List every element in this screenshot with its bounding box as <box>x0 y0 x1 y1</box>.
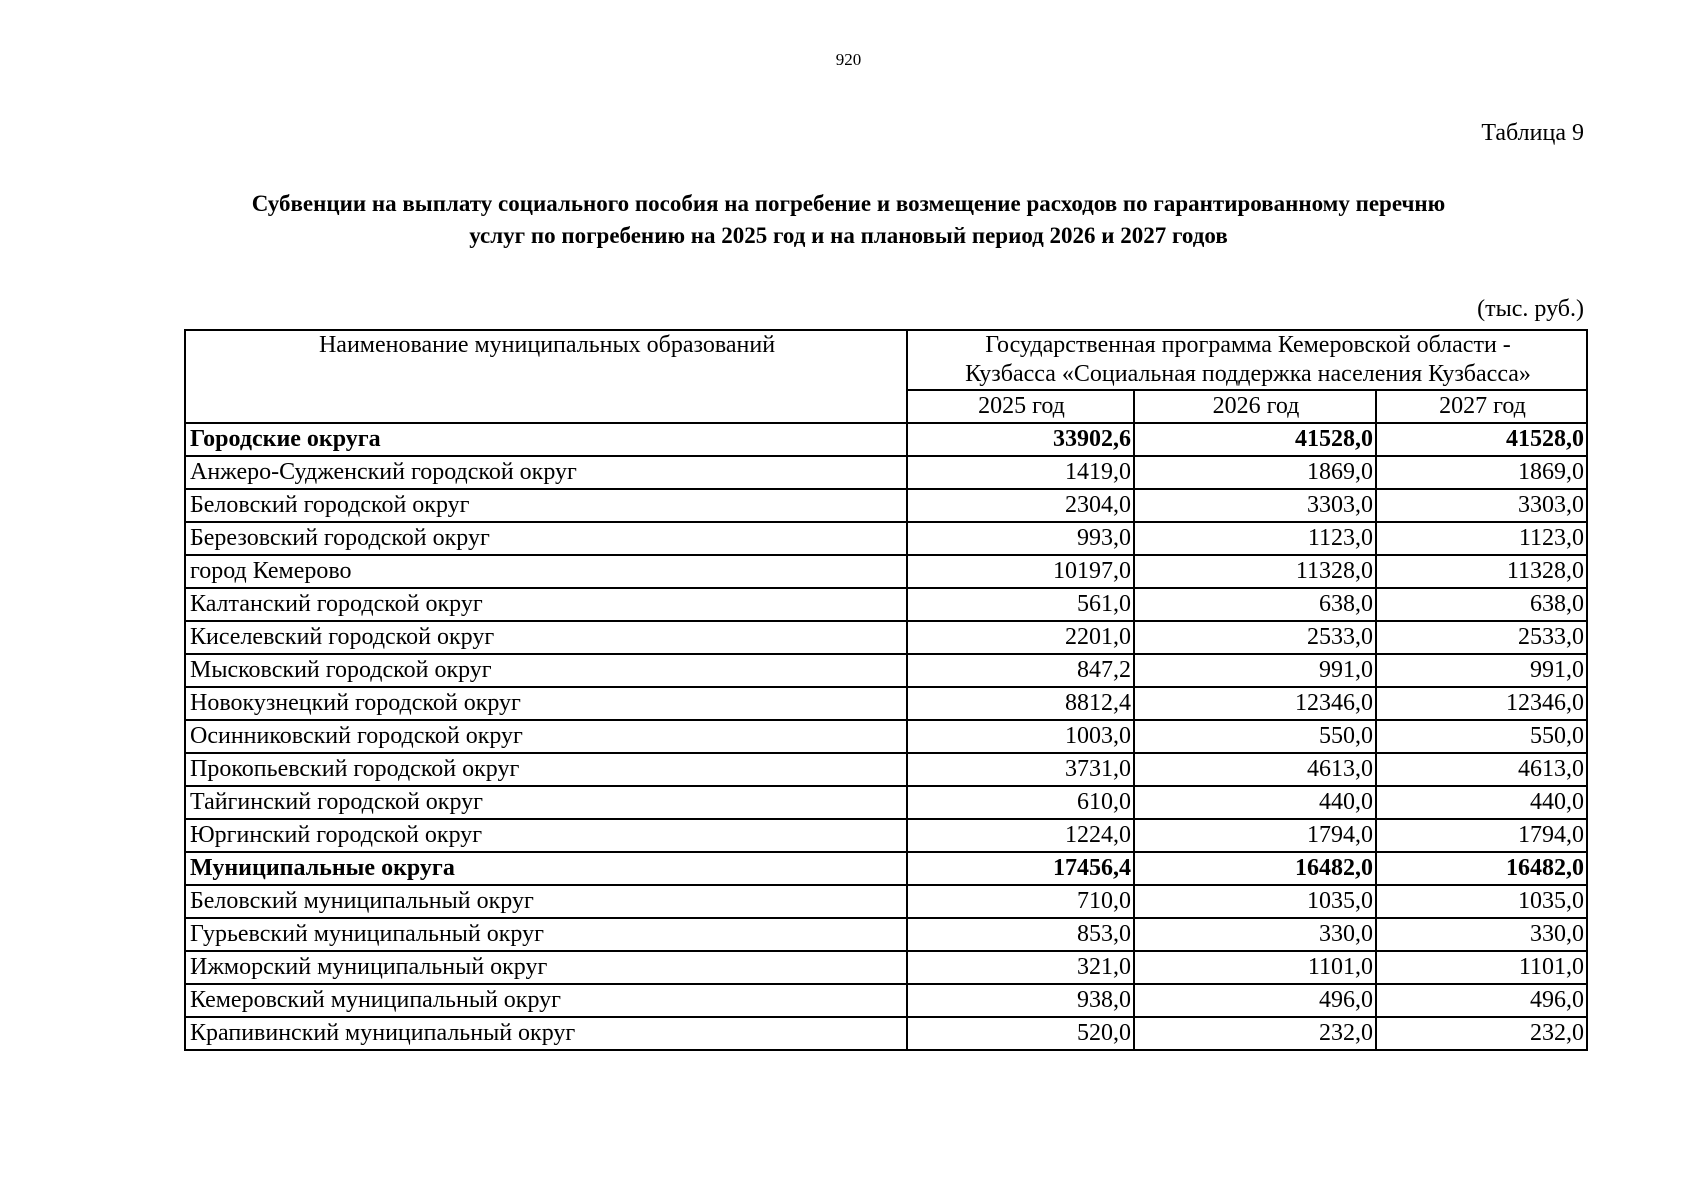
value-2026-cell: 496,0 <box>1134 984 1376 1017</box>
units-label: (тыс. руб.) <box>1477 296 1584 322</box>
value-2026-cell: 1869,0 <box>1134 456 1376 489</box>
value-2027-cell: 3303,0 <box>1376 489 1587 522</box>
value-2026-cell: 16482,0 <box>1134 852 1376 885</box>
municipality-name-cell: город Кемерово <box>185 555 907 588</box>
value-2025-cell: 610,0 <box>907 786 1134 819</box>
value-2027-cell: 638,0 <box>1376 588 1587 621</box>
value-2026-cell: 11328,0 <box>1134 555 1376 588</box>
table-row <box>185 522 1587 555</box>
value-2026-cell: 1794,0 <box>1134 819 1376 852</box>
header-year-2026: 2026 год <box>1134 390 1376 423</box>
value-2027-cell: 1123,0 <box>1376 522 1587 555</box>
value-2027-cell: 16482,0 <box>1376 852 1587 885</box>
value-2027-cell: 1869,0 <box>1376 456 1587 489</box>
value-2025-cell: 321,0 <box>907 951 1134 984</box>
municipality-name-cell: Муниципальные округа <box>185 852 907 885</box>
header-state-program <box>907 330 1587 390</box>
value-2025-cell: 847,2 <box>907 654 1134 687</box>
value-2025-cell: 993,0 <box>907 522 1134 555</box>
table-row <box>185 885 1587 918</box>
municipality-name-cell: Крапивинский муниципальный округ <box>185 1017 907 1050</box>
table-row <box>185 654 1587 687</box>
municipality-name-cell: Юргинский городской округ <box>185 819 907 852</box>
value-2026-cell: 3303,0 <box>1134 489 1376 522</box>
value-2026-cell: 1123,0 <box>1134 522 1376 555</box>
value-2027-cell: 232,0 <box>1376 1017 1587 1050</box>
value-2027-cell: 330,0 <box>1376 918 1587 951</box>
header-municipality-name: Наименование муниципальных образований <box>185 330 907 423</box>
table-group-row <box>185 852 1587 885</box>
table-row <box>185 984 1587 1017</box>
value-2025-cell: 561,0 <box>907 588 1134 621</box>
municipality-name-cell: Тайгинский городской округ <box>185 786 907 819</box>
table-row <box>185 720 1587 753</box>
value-2027-cell: 11328,0 <box>1376 555 1587 588</box>
table-row <box>185 621 1587 654</box>
value-2026-cell: 41528,0 <box>1134 423 1376 456</box>
municipality-name-cell: Березовский городской округ <box>185 522 907 555</box>
value-2025-cell: 8812,4 <box>907 687 1134 720</box>
municipality-name-cell: Городские округа <box>185 423 907 456</box>
value-2025-cell: 1003,0 <box>907 720 1134 753</box>
value-2026-cell: 1035,0 <box>1134 885 1376 918</box>
value-2027-cell: 1101,0 <box>1376 951 1587 984</box>
table-row <box>185 489 1587 522</box>
subsidy-table <box>184 329 1588 1051</box>
table-row <box>185 1017 1587 1050</box>
table-row <box>185 786 1587 819</box>
value-2025-cell: 33902,6 <box>907 423 1134 456</box>
value-2026-cell: 1101,0 <box>1134 951 1376 984</box>
municipality-name-cell: Гурьевский муниципальный округ <box>185 918 907 951</box>
municipality-name-cell: Ижморский муниципальный округ <box>185 951 907 984</box>
value-2027-cell: 41528,0 <box>1376 423 1587 456</box>
value-2026-cell: 4613,0 <box>1134 753 1376 786</box>
value-2026-cell: 440,0 <box>1134 786 1376 819</box>
value-2026-cell: 330,0 <box>1134 918 1376 951</box>
table-row <box>185 918 1587 951</box>
municipality-name-cell: Новокузнецкий городской округ <box>185 687 907 720</box>
header-year-2027: 2027 год <box>1376 390 1587 423</box>
municipality-name-cell: Прокопьевский городской округ <box>185 753 907 786</box>
municipality-name-cell: Осинниковский городской округ <box>185 720 907 753</box>
value-2027-cell: 991,0 <box>1376 654 1587 687</box>
title-line-2: услуг по погребению на 2025 год и на плановый период 2026 и 2027 годов <box>469 223 1228 248</box>
header-program-line-1: Государственная программа Кемеровской области - <box>985 332 1511 358</box>
value-2026-cell: 2533,0 <box>1134 621 1376 654</box>
table-row <box>185 819 1587 852</box>
municipality-name-cell: Калтанский городской округ <box>185 588 907 621</box>
value-2026-cell: 12346,0 <box>1134 687 1376 720</box>
table-row <box>185 951 1587 984</box>
table-row <box>185 687 1587 720</box>
table-row <box>185 588 1587 621</box>
value-2025-cell: 10197,0 <box>907 555 1134 588</box>
table-row <box>185 456 1587 489</box>
value-2025-cell: 2201,0 <box>907 621 1134 654</box>
table-row <box>185 753 1587 786</box>
municipality-name-cell: Беловский городской округ <box>185 489 907 522</box>
value-2025-cell: 17456,4 <box>907 852 1134 885</box>
value-2025-cell: 2304,0 <box>907 489 1134 522</box>
value-2026-cell: 638,0 <box>1134 588 1376 621</box>
value-2027-cell: 2533,0 <box>1376 621 1587 654</box>
value-2025-cell: 710,0 <box>907 885 1134 918</box>
document-title <box>150 188 1547 252</box>
value-2025-cell: 1419,0 <box>907 456 1134 489</box>
table-group-row <box>185 423 1587 456</box>
table-body <box>185 423 1587 1050</box>
value-2027-cell: 440,0 <box>1376 786 1587 819</box>
value-2026-cell: 550,0 <box>1134 720 1376 753</box>
value-2027-cell: 550,0 <box>1376 720 1587 753</box>
header-year-2025: 2025 год <box>907 390 1134 423</box>
value-2027-cell: 1794,0 <box>1376 819 1587 852</box>
value-2025-cell: 1224,0 <box>907 819 1134 852</box>
value-2025-cell: 938,0 <box>907 984 1134 1017</box>
value-2025-cell: 520,0 <box>907 1017 1134 1050</box>
value-2026-cell: 232,0 <box>1134 1017 1376 1050</box>
page-number: 920 <box>835 50 862 69</box>
value-2025-cell: 853,0 <box>907 918 1134 951</box>
municipality-name-cell: Киселевский городской округ <box>185 621 907 654</box>
value-2025-cell: 3731,0 <box>907 753 1134 786</box>
header-program-line-2: Кузбасса «Социальная поддержка населения Кузбасса» <box>965 361 1531 387</box>
municipality-name-cell: Кемеровский муниципальный округ <box>185 984 907 1017</box>
value-2027-cell: 1035,0 <box>1376 885 1587 918</box>
municipality-name-cell: Мысковский городской округ <box>185 654 907 687</box>
title-line-1: Субвенции на выплату социального пособия на погребение и возмещение расходов по гарантированному перечню <box>251 191 1446 216</box>
value-2026-cell: 991,0 <box>1134 654 1376 687</box>
municipality-name-cell: Беловский муниципальный округ <box>185 885 907 918</box>
value-2027-cell: 4613,0 <box>1376 753 1587 786</box>
table-label: Таблица 9 <box>1481 120 1584 146</box>
value-2027-cell: 496,0 <box>1376 984 1587 1017</box>
value-2027-cell: 12346,0 <box>1376 687 1587 720</box>
municipality-name-cell: Анжеро-Судженский городской округ <box>185 456 907 489</box>
table-row <box>185 555 1587 588</box>
